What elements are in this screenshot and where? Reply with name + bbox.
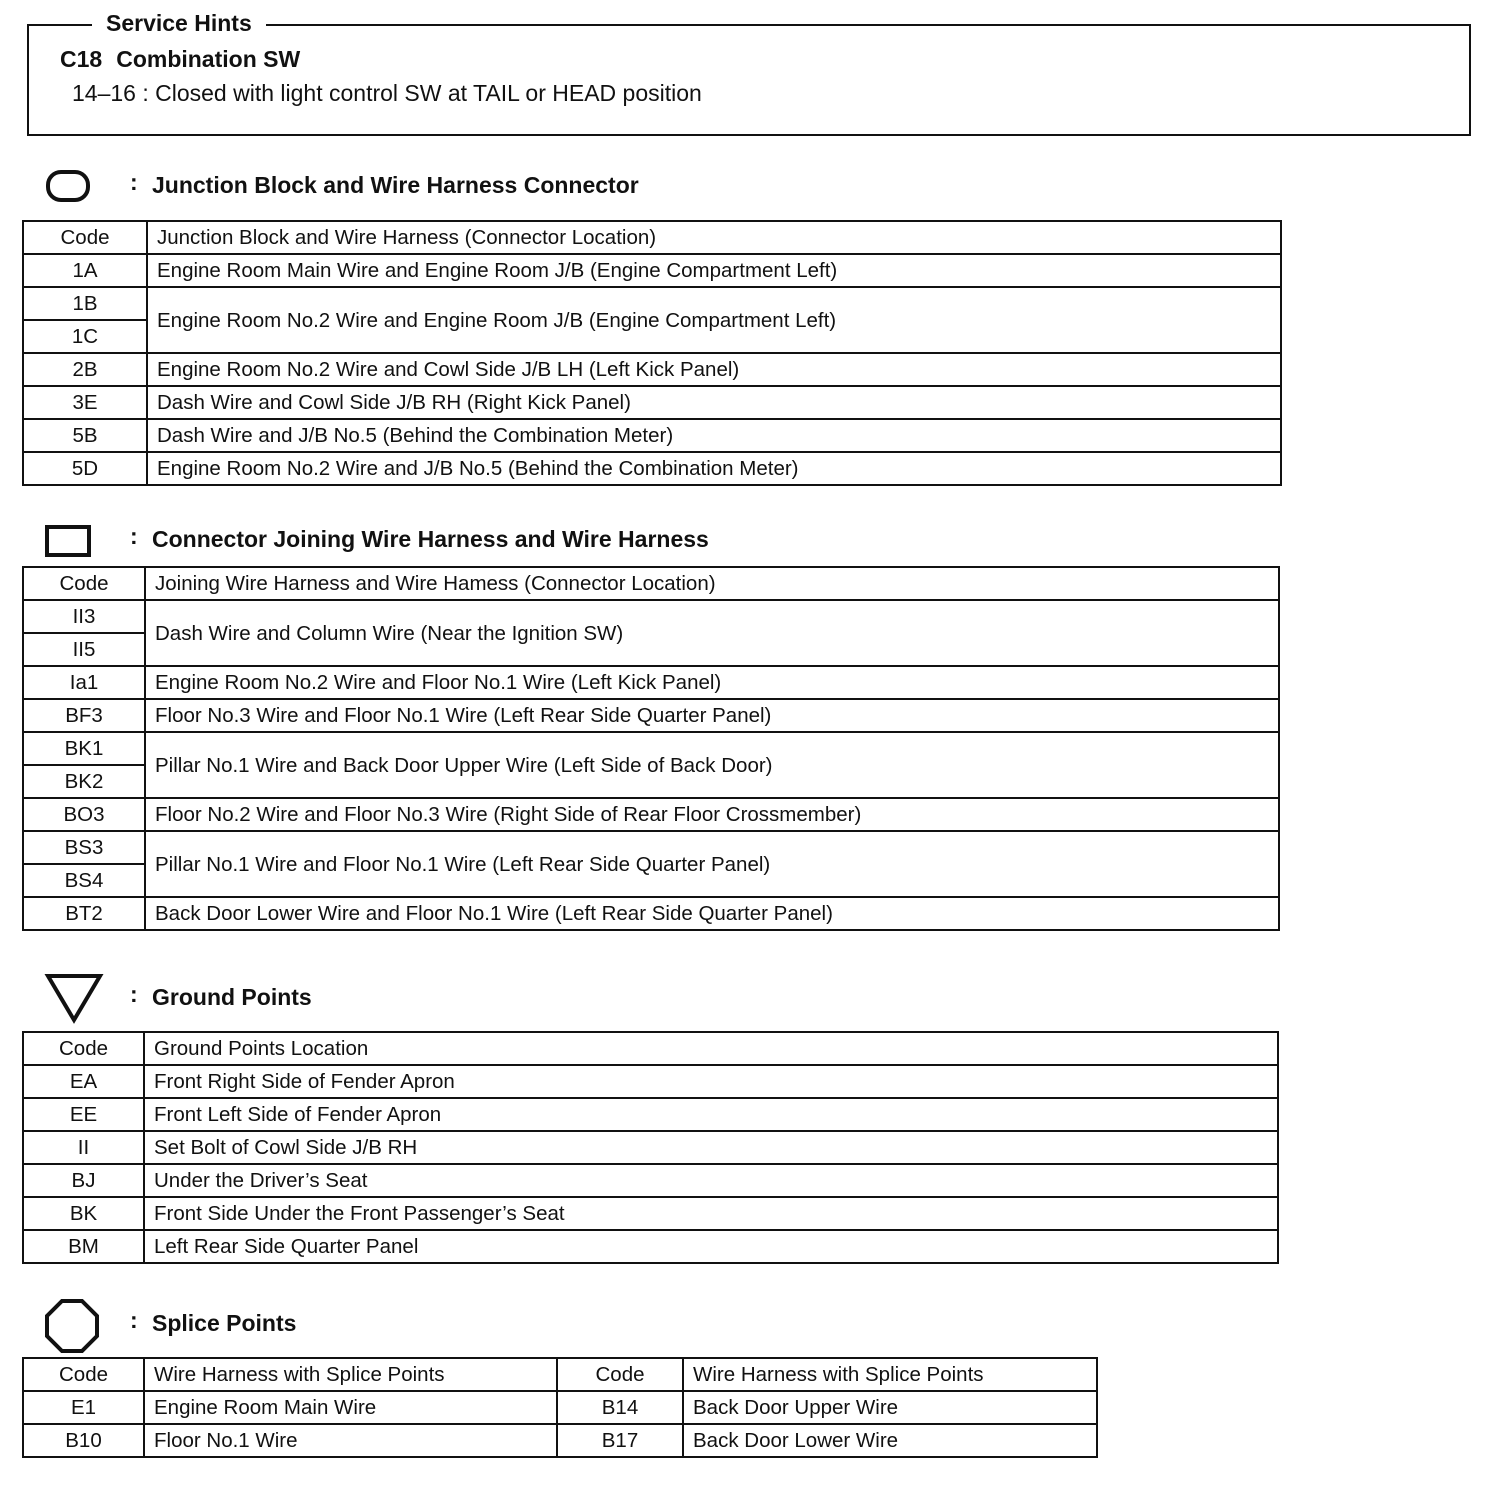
code-cell: BT2 bbox=[23, 897, 145, 930]
table-row bbox=[23, 1065, 1278, 1098]
code-cell: 5B bbox=[23, 419, 147, 452]
splice-section-header bbox=[44, 1296, 944, 1346]
table-row bbox=[23, 798, 1279, 831]
code-cell: BS4 bbox=[23, 864, 145, 897]
code-cell: E1 bbox=[23, 1391, 144, 1424]
junction-colon: : bbox=[130, 169, 138, 195]
table-row bbox=[23, 600, 1279, 633]
code-cell: 1A bbox=[23, 254, 147, 287]
table-row bbox=[23, 419, 1281, 452]
code-header: Code bbox=[23, 567, 145, 600]
junction-section-header bbox=[44, 162, 944, 212]
location-header: Ground Points Location bbox=[144, 1032, 1278, 1065]
code-cell: B17 bbox=[557, 1424, 683, 1457]
code-header: Code bbox=[23, 221, 147, 254]
table-row bbox=[23, 353, 1281, 386]
code-cell: 1B bbox=[23, 287, 147, 320]
table-row bbox=[23, 699, 1279, 732]
table-header-row bbox=[23, 221, 1281, 254]
harness-cell: Floor No.1 Wire bbox=[144, 1424, 557, 1457]
table-row bbox=[23, 666, 1279, 699]
connector-name: Combination SW bbox=[116, 46, 301, 72]
code-cell: BJ bbox=[23, 1164, 144, 1197]
code-cell: 2B bbox=[23, 353, 147, 386]
rectangle-icon bbox=[44, 524, 92, 558]
harness-cell: Back Door Lower Wire bbox=[683, 1424, 1097, 1457]
code-cell: BK2 bbox=[23, 765, 145, 798]
location-cell: Engine Room Main Wire and Engine Room J/B (Engine Compartment Left) bbox=[147, 254, 1281, 287]
code-cell: 5D bbox=[23, 452, 147, 485]
location-cell: Back Door Lower Wire and Floor No.1 Wire (Left Rear Side Quarter Panel) bbox=[145, 897, 1279, 930]
location-cell: Dash Wire and Cowl Side J/B RH (Right Kick Panel) bbox=[147, 386, 1281, 419]
code-cell: EE bbox=[23, 1098, 144, 1131]
ground-section-title: Ground Points bbox=[152, 984, 312, 1010]
code-cell: BF3 bbox=[23, 699, 145, 732]
location-cell: Pillar No.1 Wire and Floor No.1 Wire (Left Rear Side Quarter Panel) bbox=[145, 831, 1279, 897]
code-cell: BM bbox=[23, 1230, 144, 1263]
table-row bbox=[23, 1164, 1278, 1197]
code-cell: II5 bbox=[23, 633, 145, 666]
table-row bbox=[23, 1098, 1278, 1131]
harness-header: Wire Harness with Splice Points bbox=[144, 1358, 557, 1391]
location-cell: Engine Room No.2 Wire and J/B No.5 (Behind the Combination Meter) bbox=[147, 452, 1281, 485]
joining-section-title: Connector Joining Wire Harness and Wire Harness bbox=[152, 526, 709, 552]
splice-colon: : bbox=[130, 1307, 138, 1333]
connector-code: C18 bbox=[60, 46, 103, 72]
table-row bbox=[23, 254, 1281, 287]
table-row bbox=[23, 287, 1281, 320]
splice-table bbox=[22, 1357, 1098, 1458]
code-header: Code bbox=[23, 1358, 144, 1391]
location-cell: Pillar No.1 Wire and Back Door Upper Wire (Left Side of Back Door) bbox=[145, 732, 1279, 798]
code-cell: EA bbox=[23, 1065, 144, 1098]
harness-cell: Engine Room Main Wire bbox=[144, 1391, 557, 1424]
table-row bbox=[23, 386, 1281, 419]
location-header: Junction Block and Wire Harness (Connector Location) bbox=[147, 221, 1281, 254]
harness-header: Wire Harness with Splice Points bbox=[683, 1358, 1097, 1391]
code-header: Code bbox=[23, 1032, 144, 1065]
joining-colon: : bbox=[130, 523, 138, 549]
junction-section-title: Junction Block and Wire Harness Connector bbox=[152, 172, 639, 198]
service-hints-legend: Service Hints bbox=[92, 8, 266, 38]
code-cell: B10 bbox=[23, 1424, 144, 1457]
table-row bbox=[23, 831, 1279, 864]
location-cell: Floor No.2 Wire and Floor No.3 Wire (Right Side of Rear Floor Crossmember) bbox=[145, 798, 1279, 831]
table-row bbox=[23, 1230, 1278, 1263]
rounded-rectangle-icon bbox=[44, 170, 92, 202]
code-cell: BS3 bbox=[23, 831, 145, 864]
code-cell: II bbox=[23, 1131, 144, 1164]
junction-table bbox=[22, 220, 1282, 486]
location-cell: Engine Room No.2 Wire and Engine Room J/B (Engine Compartment Left) bbox=[147, 287, 1281, 353]
table-row bbox=[23, 897, 1279, 930]
code-cell: BK bbox=[23, 1197, 144, 1230]
location-cell: Front Side Under the Front Passenger’s Seat bbox=[144, 1197, 1278, 1230]
service-hint-text: 14–16 : Closed with light control SW at TAIL or HEAD position bbox=[72, 80, 702, 106]
splice-section-title: Splice Points bbox=[152, 1310, 297, 1336]
code-header: Code bbox=[557, 1358, 683, 1391]
table-row bbox=[23, 1391, 1097, 1424]
table-row bbox=[23, 1197, 1278, 1230]
inverted-triangle-icon bbox=[44, 972, 104, 1024]
joining-table bbox=[22, 566, 1280, 931]
location-cell: Front Left Side of Fender Apron bbox=[144, 1098, 1278, 1131]
table-row bbox=[23, 732, 1279, 765]
ground-table bbox=[22, 1031, 1279, 1264]
code-cell: BK1 bbox=[23, 732, 145, 765]
joining-section-header bbox=[44, 516, 944, 566]
ground-colon: : bbox=[130, 981, 138, 1007]
code-cell: Ia1 bbox=[23, 666, 145, 699]
octagon-icon bbox=[44, 1298, 100, 1354]
code-cell: 1C bbox=[23, 320, 147, 353]
code-cell: II3 bbox=[23, 600, 145, 633]
location-cell: Left Rear Side Quarter Panel bbox=[144, 1230, 1278, 1263]
code-cell: B14 bbox=[557, 1391, 683, 1424]
location-cell: Engine Room No.2 Wire and Cowl Side J/B LH (Left Kick Panel) bbox=[147, 353, 1281, 386]
code-cell: 3E bbox=[23, 386, 147, 419]
location-cell: Front Right Side of Fender Apron bbox=[144, 1065, 1278, 1098]
location-header: Joining Wire Harness and Wire Hamess (Connector Location) bbox=[145, 567, 1279, 600]
service-hints-connector bbox=[60, 44, 300, 74]
location-cell: Dash Wire and Column Wire (Near the Ignition SW) bbox=[145, 600, 1279, 666]
location-cell: Under the Driver’s Seat bbox=[144, 1164, 1278, 1197]
location-cell: Dash Wire and J/B No.5 (Behind the Combination Meter) bbox=[147, 419, 1281, 452]
harness-cell: Back Door Upper Wire bbox=[683, 1391, 1097, 1424]
location-cell: Floor No.3 Wire and Floor No.1 Wire (Left Rear Side Quarter Panel) bbox=[145, 699, 1279, 732]
table-row bbox=[23, 1131, 1278, 1164]
ground-section-header bbox=[44, 972, 944, 1022]
location-cell: Engine Room No.2 Wire and Floor No.1 Wire (Left Kick Panel) bbox=[145, 666, 1279, 699]
table-row bbox=[23, 452, 1281, 485]
table-row bbox=[23, 1424, 1097, 1457]
location-cell: Set Bolt of Cowl Side J/B RH bbox=[144, 1131, 1278, 1164]
table-header-row bbox=[23, 567, 1279, 600]
code-cell: BO3 bbox=[23, 798, 145, 831]
table-header-row bbox=[23, 1358, 1097, 1391]
table-header-row bbox=[23, 1032, 1278, 1065]
